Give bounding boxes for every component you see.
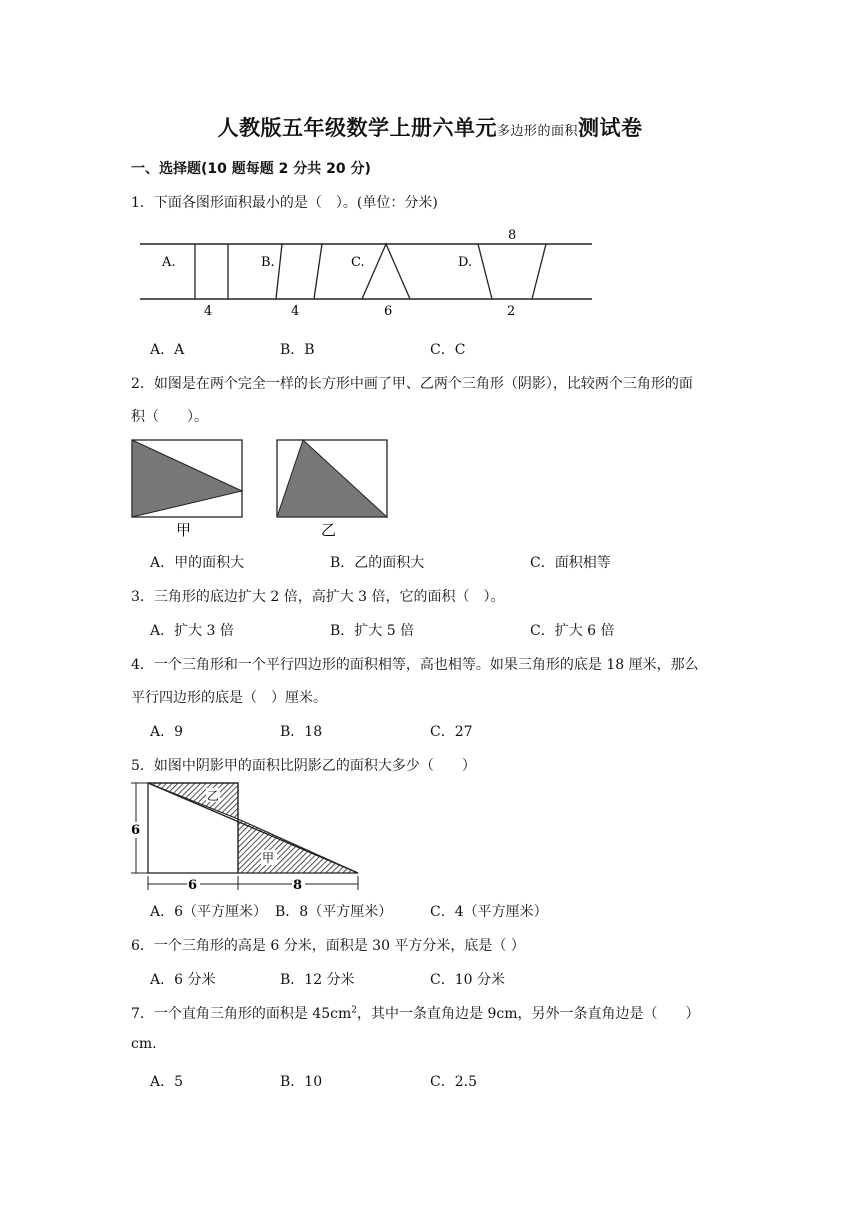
q4-option-a[interactable]: A．9: [150, 724, 184, 740]
dim-base-6: 6: [188, 878, 198, 892]
section-heading: 一、选择题(10 题每题 2 分共 20 分): [131, 161, 371, 177]
q5-option-b[interactable]: B．8（平方厘米）: [275, 904, 393, 920]
shape-label-b: B.: [261, 255, 275, 270]
bottom-label-d: 2: [507, 304, 516, 319]
question-4-text-line1: 4．一个三角形和一个平行四边形的面积相等，高也相等。如果三角形的底是 18 厘米，那么: [131, 657, 699, 673]
question-5-text: 5．如图中阴影甲的面积比阴影乙的面积大多少（ ）: [131, 758, 476, 774]
q2-option-b[interactable]: B．乙的面积大: [330, 555, 425, 571]
q7-option-b[interactable]: B．10: [280, 1074, 323, 1090]
q1-option-c[interactable]: C．C: [430, 342, 466, 358]
label-yi: 乙: [321, 521, 337, 538]
q1-option-a[interactable]: A．A: [150, 342, 185, 358]
q2-option-a[interactable]: A．甲的面积大: [150, 555, 245, 571]
label-jia-q5: 甲: [262, 851, 275, 865]
dim-height-6: 6: [131, 823, 141, 838]
question-7-text-b: ，其中一条直角边是 9cm，另外一条直角边是（ ）: [357, 1006, 700, 1022]
question-6-text: 6．一个三角形的高是 6 分米，面积是 30 平方分米，底是（ ）: [131, 938, 525, 954]
title-main: 人教版五年级数学上册六单元: [217, 116, 497, 140]
shape-label-d: D.: [458, 255, 473, 270]
question-7-sup: 2: [351, 1005, 358, 1016]
bottom-label-a: 4: [204, 304, 213, 319]
question-1-text: 1．下面各图形面积最小的是（ ）。(单位：分米): [131, 195, 438, 211]
title-end: 测试卷: [578, 116, 643, 140]
question-2-text-line2: 积（ ）。: [131, 409, 208, 425]
question-2-text-line1: 2．如图是在两个完全一样的长方形中画了甲、乙两个三角形（阴影），比较两个三角形的面: [131, 376, 693, 392]
page-title: [0, 112, 860, 142]
question-1-figure: [140, 224, 596, 320]
label-yi-q5: 乙: [207, 789, 220, 803]
q4-option-c[interactable]: C．27: [430, 724, 473, 740]
q3-option-c[interactable]: C．扩大 6 倍: [530, 623, 615, 639]
shape-label-a: A.: [162, 255, 176, 270]
title-small: 多边形的面积: [496, 124, 578, 139]
q6-option-b[interactable]: B．12 分米: [280, 972, 355, 988]
question-5-figure: [126, 778, 366, 892]
q7-option-c[interactable]: C．2.5: [430, 1074, 477, 1090]
question-3-text: 3．三角形的底边扩大 2 倍，高扩大 3 倍，它的面积（ ）。: [131, 589, 505, 605]
q7-option-a[interactable]: A．5: [150, 1074, 184, 1090]
question-7-text-a: 7．一个直角三角形的面积是 45cm: [131, 1006, 352, 1022]
shape-label-c: C.: [351, 255, 365, 270]
q6-option-c[interactable]: C．10 分米: [430, 972, 505, 988]
question-4-text-line2: 平行四边形的底是（ ）厘米。: [131, 690, 327, 706]
question-2-figure: [130, 438, 392, 538]
label-jia: 甲: [176, 521, 192, 538]
question-7-text-line1: [131, 1003, 700, 1023]
q6-option-a[interactable]: A．6 分米: [150, 972, 216, 988]
question-7-text-line2: cm.: [131, 1036, 157, 1052]
q5-option-c[interactable]: C．4（平方厘米）: [430, 904, 548, 920]
q5-option-a[interactable]: A．6（平方厘米）: [150, 904, 268, 920]
dim-base-8: 8: [293, 878, 303, 892]
q4-option-b[interactable]: B．18: [280, 724, 323, 740]
top-label-d: 8: [508, 228, 517, 243]
q3-option-a[interactable]: A．扩大 3 倍: [150, 623, 234, 639]
q1-option-b[interactable]: B．B: [280, 342, 315, 358]
bottom-label-c: 6: [384, 304, 393, 319]
q3-option-b[interactable]: B．扩大 5 倍: [330, 623, 415, 639]
bottom-label-b: 4: [291, 304, 300, 319]
q2-option-c[interactable]: C．面积相等: [530, 555, 611, 571]
